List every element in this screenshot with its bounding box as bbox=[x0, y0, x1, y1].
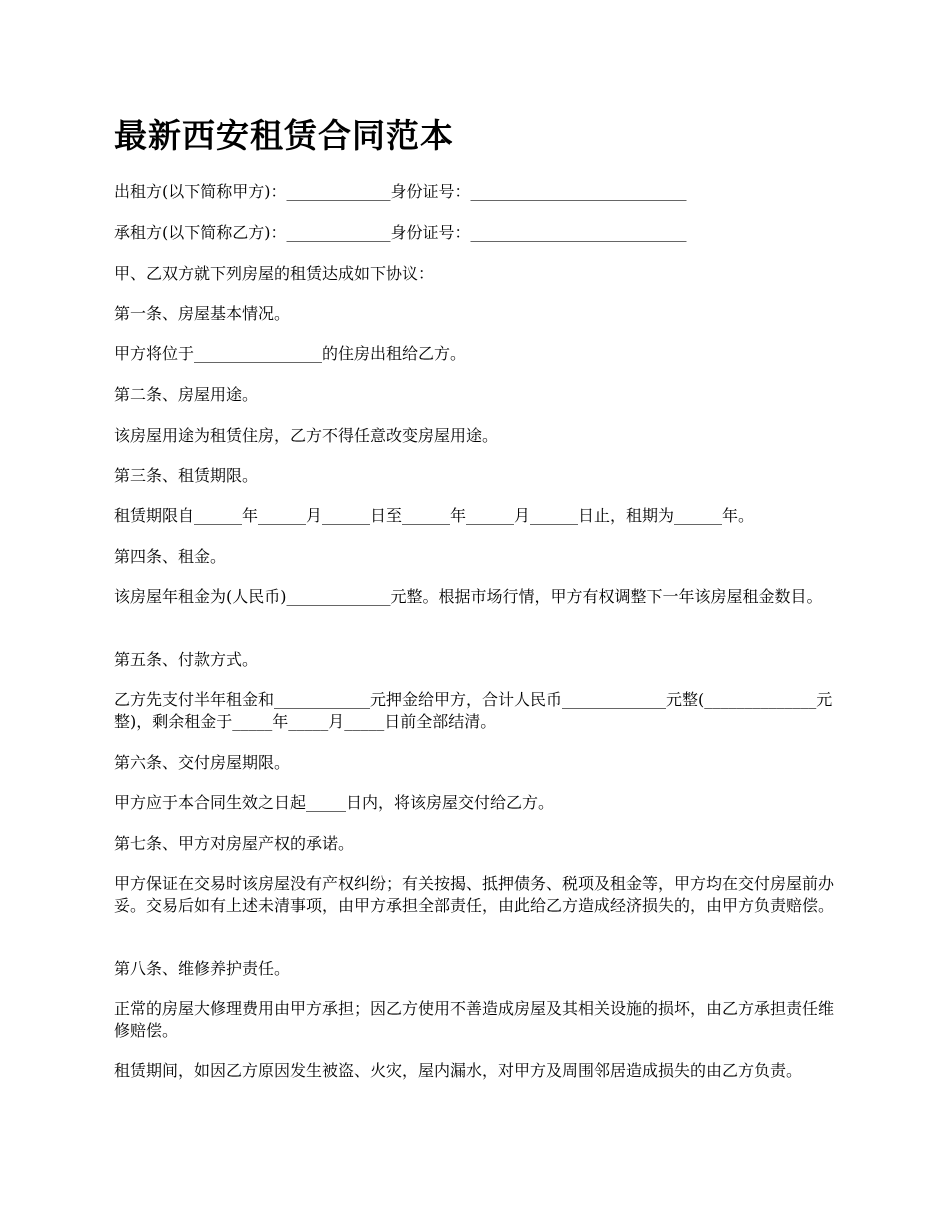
article-5-body: 乙方先支付半年租金和____________元押金给甲方，合计人民币_____________元整(______________元整)，剩余租金于_____年_____月_____日前全部结清。 bbox=[114, 690, 833, 731]
article-6-body: 甲方应于本合同生效之日起_____日内，将该房屋交付给乙方。 bbox=[114, 793, 555, 812]
article-7-body: 甲方保证在交易时该房屋没有产权纠纷；有关按揭、抵押债务、税项及租金等，甲方均在交付房屋前办妥。交易后如有上述未清事项，由甲方承担全部责任，由此给乙方造成经济损失的，由甲方负责赔偿。 bbox=[114, 874, 835, 915]
article-8-body-2: 租赁期间，如因乙方原因发生被盗、火灾，屋内漏水，对甲方及周围邻居造成损失的由乙方负责。 bbox=[114, 1061, 803, 1080]
article-8-body: 正常的房屋大修理费用由甲方承担；因乙方使用不善造成房屋及其相关设施的损坏，由乙方承担责任维修赔偿。 bbox=[114, 999, 835, 1040]
article-6-heading: 第六条、交付房屋期限。 bbox=[114, 753, 291, 772]
paragraph-lessee: 承租方(以下简称乙方)：_____________身份证号：___________________________ bbox=[114, 223, 687, 242]
article-3-body: 租赁期限自______年______月______日至______年______月______日止，租期为______年。 bbox=[114, 506, 755, 525]
article-7-heading: 第七条、甲方对房屋产权的承诺。 bbox=[114, 834, 355, 853]
article-4-body: 该房屋年租金为(人民币)_____________元整。根据市场行情，甲方有权调整下一年该房屋租金数目。 bbox=[114, 587, 823, 606]
article-2-body: 该房屋用途为租赁住房，乙方不得任意改变房屋用途。 bbox=[114, 426, 499, 445]
paragraph-agreement-intro: 甲、乙双方就下列房屋的租赁达成如下协议： bbox=[114, 264, 435, 283]
document-title: 最新西安租赁合同范本 bbox=[114, 116, 454, 155]
article-3-heading: 第三条、租赁期限。 bbox=[114, 466, 259, 485]
article-4-heading: 第四条、租金。 bbox=[114, 547, 227, 566]
article-5-heading: 第五条、付款方式。 bbox=[114, 650, 259, 669]
article-8-heading: 第八条、维修养护责任。 bbox=[114, 959, 291, 978]
article-2-heading: 第二条、房屋用途。 bbox=[114, 385, 259, 404]
paragraph-lessor: 出租方(以下简称甲方)：_____________身份证号：___________________________ bbox=[114, 182, 687, 201]
article-1-body: 甲方将位于________________的住房出租给乙方。 bbox=[114, 344, 467, 363]
article-1-heading: 第一条、房屋基本情况。 bbox=[114, 304, 291, 323]
